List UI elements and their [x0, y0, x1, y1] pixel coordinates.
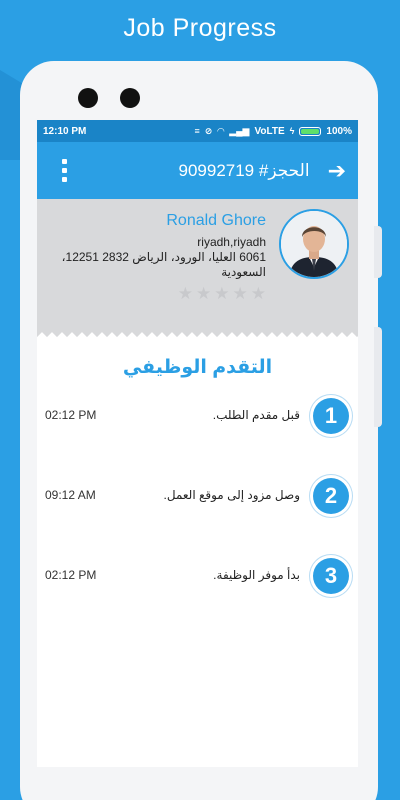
progress-title: التقدم الوظيفي — [122, 357, 273, 378]
signal-icon: ▂▄▆ — [229, 125, 250, 136]
step-number-badge: 1 — [313, 398, 349, 434]
charging-icon: ϟ — [289, 126, 295, 136]
customer-avatar — [279, 209, 349, 279]
customer-address: 6061 العليا، الورود، الرياض 2832 12251، السعودية — [61, 250, 266, 279]
step-text: قبل مقدم الطلب. — [212, 408, 300, 422]
step-text: بدأ موفر الوظيفة. — [213, 568, 300, 582]
star-icon[interactable]: ★ — [232, 284, 248, 303]
progress-step — [37, 391, 358, 471]
progress-step — [37, 551, 358, 631]
step-text: وصل مزود إلى موقع العمل. — [163, 488, 300, 502]
battery-label: 100% — [326, 125, 352, 137]
booking-title: الحجز# 90992719 — [178, 160, 310, 180]
app-screen — [37, 120, 358, 767]
status-bar — [37, 120, 358, 142]
app-bar — [37, 142, 358, 199]
kebab-menu-icon[interactable] — [57, 159, 71, 182]
phone-side-button — [374, 226, 382, 278]
status-time: 12:10 PM — [43, 125, 87, 137]
camera-dot — [120, 88, 140, 108]
status-icons — [195, 126, 353, 137]
step-number-badge: 3 — [313, 558, 349, 594]
customer-city: riyadh,riyadh — [197, 235, 266, 249]
step-number-badge: 2 — [313, 478, 349, 514]
star-icon[interactable]: ★ — [250, 284, 266, 303]
camera-dot — [78, 88, 98, 108]
star-icon[interactable]: ★ — [214, 284, 230, 303]
rating-stars[interactable] — [46, 285, 266, 302]
step-time: 02:12 PM — [45, 568, 97, 582]
progress-step — [37, 471, 358, 551]
step-time: 09:12 AM — [45, 488, 96, 502]
network-label: VoLTE — [254, 125, 285, 137]
star-icon[interactable]: ★ — [177, 284, 193, 303]
customer-card — [37, 199, 358, 332]
star-icon[interactable]: ★ — [196, 284, 212, 303]
battery-icon — [299, 127, 321, 136]
step-time: 02:12 PM — [45, 408, 97, 422]
silent-icon: ≡ — [194, 126, 200, 136]
wifi-icon: ◠ — [217, 125, 225, 136]
customer-name: Ronald Ghore — [166, 212, 266, 229]
avatar-photo — [281, 211, 347, 277]
phone-side-button — [374, 327, 382, 427]
app-bar-right — [178, 157, 347, 183]
arrow-right-icon[interactable]: ➔ — [327, 157, 346, 183]
customer-info — [46, 212, 266, 302]
promo-title: Job Progress — [123, 14, 277, 42]
alarm-off-icon: ⊘ — [204, 125, 213, 136]
